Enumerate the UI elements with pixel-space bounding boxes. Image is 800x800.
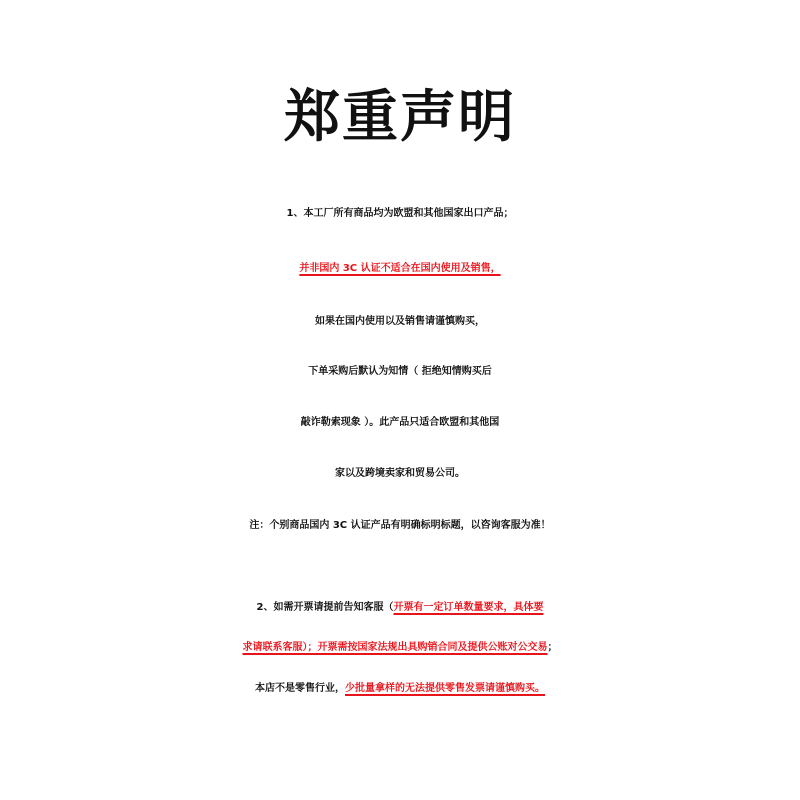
section2-line2-red: 求请联系客服）；开票需按国家法规出具购销合同及提供公账对公交易 <box>242 642 548 653</box>
section1-line6 <box>0 457 800 491</box>
section1-line6-text: 家以及跨境卖家和贸易公司。 <box>335 468 465 479</box>
section1-line5 <box>0 406 800 440</box>
section2-line1-black: 2、如需开票请提前告知客服（ <box>256 602 394 613</box>
section1-warning-text: 并非国内 3C 认证不适合在国内使用及销售， <box>299 263 501 274</box>
section1-line4 <box>0 355 800 389</box>
note-line <box>0 512 800 540</box>
section1-line5-text: 敲诈勒索现象 ）。此产品只适合欧盟和其他国 <box>300 417 500 428</box>
section1-line3 <box>0 305 800 339</box>
section2-line2 <box>0 634 800 662</box>
note-text: 注：个别商品国内 3C 认证产品有明确标明标题，以咨询客服为准！ <box>249 520 551 531</box>
section2-line1 <box>0 594 800 622</box>
section2-line3 <box>0 675 800 703</box>
section2-line1-red: 开票有一定订单数量要求，具体要 <box>393 602 544 613</box>
section1-line4-text: 下单采购后默认为知情（ 拒绝知情购买后 <box>308 366 492 377</box>
section2-line2-black: ； <box>547 642 558 653</box>
section2-line3-black: 本店不是零售行业， <box>255 683 345 694</box>
section2-line3-red: 少批量拿样的无法提供零售发票请谨慎购买。 <box>345 683 545 694</box>
section1-line1-text: 1、本工厂所有商品均为欧盟和其他国家出口产品； <box>286 208 514 219</box>
page-title: 郑重声明 <box>284 85 516 150</box>
section1-line3-text: 如果在国内使用以及销售请谨慎购买， <box>315 316 485 327</box>
section1-line2 <box>0 252 800 286</box>
section1-line1 <box>0 197 800 231</box>
